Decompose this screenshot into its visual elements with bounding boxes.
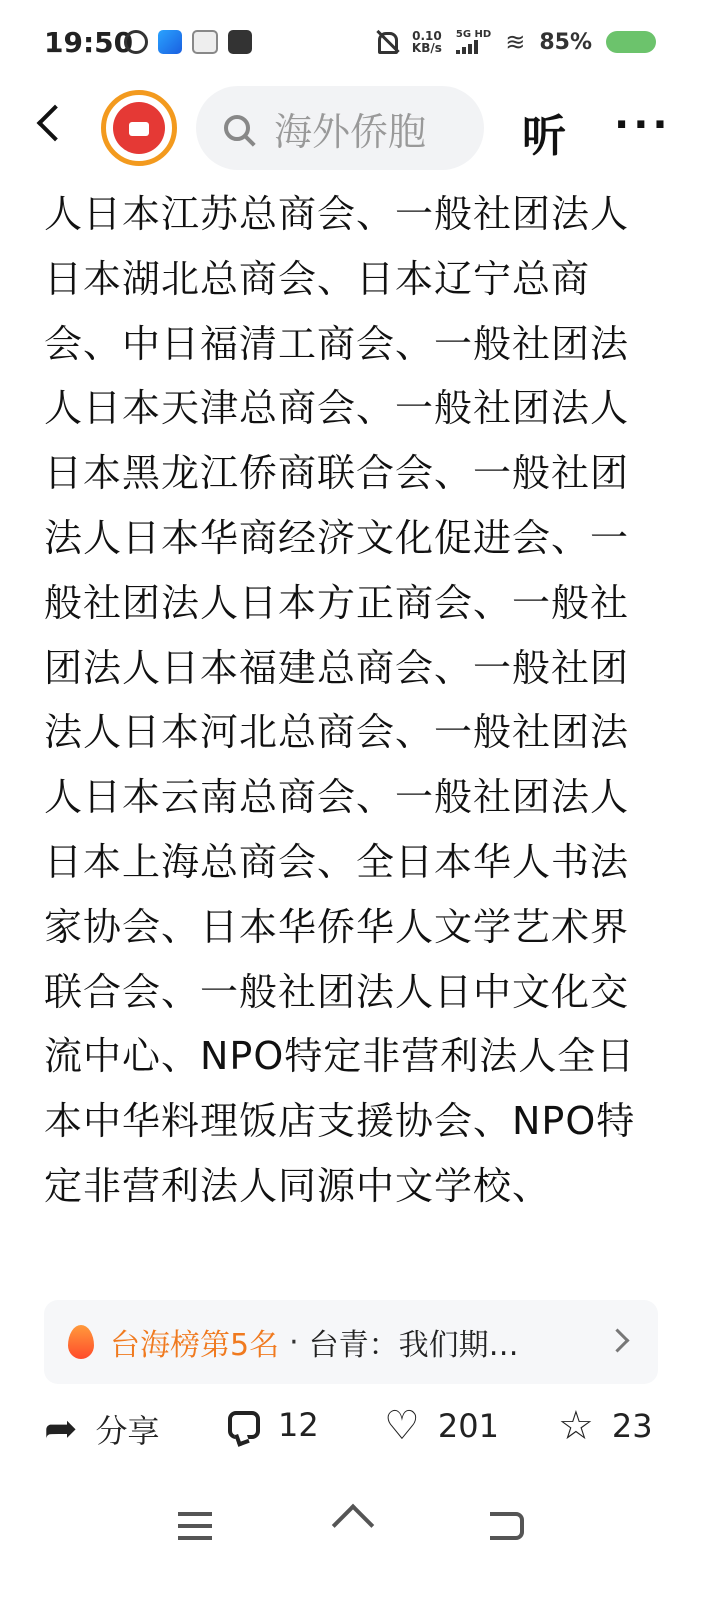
net-speed-value: 0.10 bbox=[412, 29, 442, 43]
comment-button[interactable] bbox=[228, 1406, 319, 1444]
network-type: 5G HD bbox=[455, 29, 492, 40]
status-time: 19:50 bbox=[44, 26, 134, 59]
home-icon[interactable] bbox=[334, 1506, 370, 1542]
app-notification-icon bbox=[124, 30, 148, 54]
like-button[interactable] bbox=[384, 1403, 499, 1449]
avatar[interactable] bbox=[101, 90, 177, 166]
star-icon: ☆ bbox=[558, 1403, 594, 1449]
status-app-icons bbox=[124, 30, 252, 54]
top-nav bbox=[0, 86, 720, 172]
search-placeholder: 海外侨胞 bbox=[274, 109, 427, 154]
share-icon: ➦ bbox=[44, 1406, 78, 1452]
wifi-icon: ≋ bbox=[505, 28, 526, 56]
share-button[interactable] bbox=[44, 1406, 160, 1452]
red-envelope-icon bbox=[113, 102, 165, 154]
rank-title: 台青：我们期… bbox=[308, 1328, 519, 1363]
more-icon[interactable]: ··· bbox=[614, 102, 672, 148]
favorite-count: 23 bbox=[611, 1407, 653, 1445]
signal-indicator bbox=[456, 30, 491, 54]
comment-icon bbox=[228, 1411, 260, 1439]
rank-separator: · bbox=[289, 1324, 299, 1360]
system-nav-bar bbox=[0, 1490, 720, 1570]
rank-label: 台海榜第5名 bbox=[110, 1328, 280, 1363]
ranking-card[interactable] bbox=[44, 1300, 658, 1384]
comment-count: 12 bbox=[278, 1406, 319, 1444]
action-bar bbox=[0, 1396, 720, 1468]
article-text: 人日本江苏总商会、一般社团法人日本湖北总商会、日本辽宁总商会、中日福清工商会、一般社团法人日本天津总商会、一般社团法人日本黑龙江侨商联合会、一般社团法人日本华商经济文化促进会、一般社团法人日本方正商会、一般社团法人日本福建总商会、一般社团法人日本河北总商会、一般社团法人日本云南总商会、一般社团法人日本上海总商会、全日本华人书法家协会、日本华侨华人文学艺术界联合会、一般社团法人日中文化交流中心、NPO特定非营利法人全日本中华料理饭店支援协会、NPO特定非营利法人同源中文学校、 bbox=[44, 192, 636, 1208]
battery-icon bbox=[606, 31, 656, 53]
menu-icon[interactable] bbox=[178, 1512, 212, 1540]
app-notification-icon bbox=[228, 30, 252, 54]
search-input[interactable] bbox=[196, 86, 484, 170]
return-icon[interactable] bbox=[490, 1512, 524, 1540]
search-icon bbox=[224, 115, 250, 141]
signal-bars-icon bbox=[456, 40, 491, 54]
net-speed bbox=[412, 30, 442, 54]
back-icon[interactable] bbox=[37, 105, 74, 142]
chevron-right-icon bbox=[605, 1328, 629, 1352]
heart-icon: ♡ bbox=[384, 1403, 420, 1449]
mute-icon bbox=[374, 30, 398, 54]
like-count: 201 bbox=[437, 1407, 499, 1445]
favorite-button[interactable] bbox=[558, 1403, 653, 1449]
fire-icon bbox=[68, 1325, 94, 1359]
listen-button[interactable]: 听 bbox=[522, 111, 566, 162]
app-notification-icon bbox=[192, 30, 218, 54]
app-notification-icon bbox=[158, 30, 182, 54]
status-bar bbox=[0, 0, 720, 86]
article-body bbox=[44, 182, 664, 1284]
net-speed-unit: KB/s bbox=[411, 41, 442, 55]
battery-percent: 85% bbox=[539, 29, 592, 55]
share-label: 分享 bbox=[95, 1412, 160, 1450]
status-indicators bbox=[374, 28, 656, 56]
